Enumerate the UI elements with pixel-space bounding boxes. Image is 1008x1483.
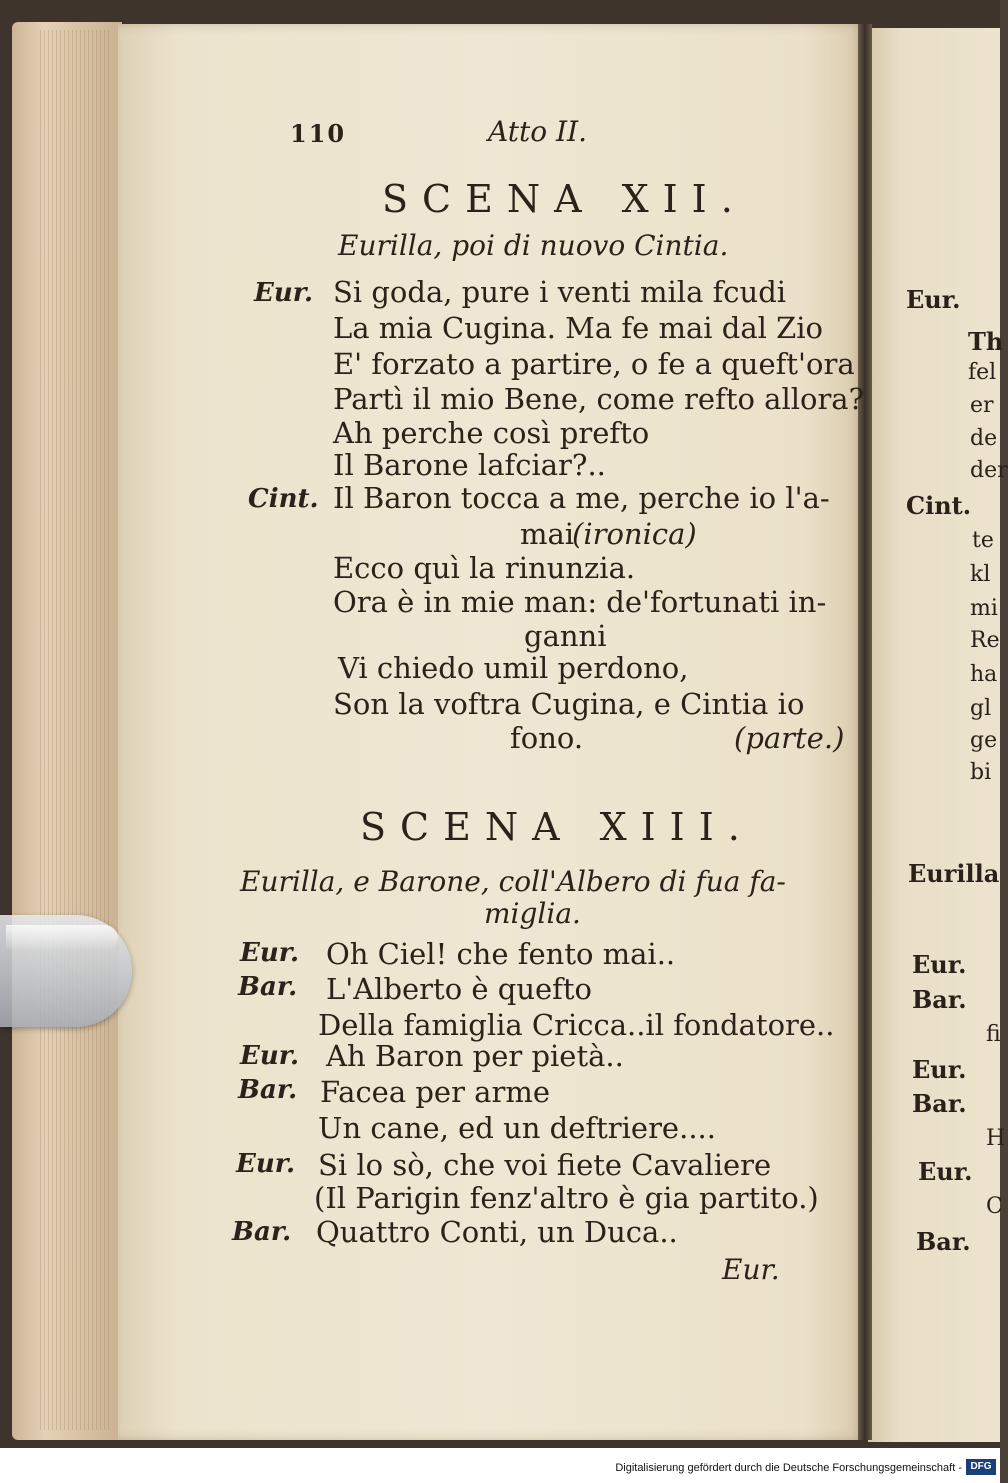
speaker-label: Eur. [240,1041,300,1071]
verse-line: Un cane, ed un deftriere.... [318,1111,716,1145]
facing-fragment: fel [968,360,997,385]
facing-fragment: H [986,1126,1006,1151]
facing-fragment: kl [970,562,991,587]
verse-line: L'Alberto è quefto [326,972,592,1006]
verse-line: E' forzato a partire, o fe a queft'ora [333,347,855,381]
facing-fragment: te [972,528,994,553]
page-edge-lines [40,30,110,1430]
verse-line: Ah Baron per pietà.. [326,1039,624,1073]
scene-12-title: SCENA XII. [382,177,747,221]
facing-fragment: der [970,458,1008,483]
speaker-label: Eur. [240,938,300,968]
verse-line: (Il Parigin fenz'altro è gia partito.) [314,1181,819,1215]
verse-line: fono. [510,721,584,755]
facing-fragment: gl [970,696,992,721]
scene-13-title: SCENA XIII. [360,805,754,849]
facing-fragment: fi [986,1022,1001,1047]
verse-line: Ecco quì la rinunzia. [333,551,636,585]
facing-fragment: mi [970,596,998,621]
verse-line: Facea per arme [320,1075,550,1109]
verse-line: ganni [524,619,607,653]
verse-line: Oh Ciel! che fento mai.. [326,937,676,971]
verse-line: Ora è in mie man: de'fortunati in- [333,585,827,619]
speaker-label: Bar. [238,972,298,1002]
footer-credit: Digitalisierung gefördert durch die Deutsche Forschungsgemeinschaft - [615,1462,962,1474]
scene-13-cast: miglia. [484,897,581,930]
verse-line: Quattro Conti, un Duca.. [316,1215,678,1249]
facing-fragment: Re [970,628,1000,653]
facing-fragment: ha [970,662,998,687]
scene-13-cast: Eurilla, e Barone, coll'Albero di fua fa- [240,865,786,898]
stage-direction: (parte.) [734,721,845,755]
speaker-label: Eur. [254,278,314,308]
verse-line: Partì il mio Bene, come refto allora? [333,382,865,416]
facing-fragment: Eur. [912,950,967,979]
book-gutter [858,24,872,1440]
speaker-label: Bar. [232,1217,292,1247]
dfg-logo: DFG [966,1459,996,1475]
verse-line: Il Baron tocca a me, perche io l'a- [333,481,830,515]
speaker-label: Bar. [238,1075,298,1105]
facing-fragment: C [986,1194,1003,1219]
scene-12-cast: Eurilla, poi di nuovo Cintia. [338,229,729,262]
catchword: Eur. [722,1253,780,1286]
facing-fragment: ge [970,728,998,753]
facing-fragment: er [970,393,994,418]
facing-fragment: Eurilla [908,859,1000,888]
verse-line: Ah perche così prefto [333,416,650,450]
facing-fragment: Bar. [912,985,967,1014]
page-number: 110 [290,119,347,148]
facing-fragment: Bar. [916,1227,971,1256]
facing-fragment: Eur. [912,1055,967,1084]
facing-fragment: de [970,426,998,451]
verse-line: Si lo sò, che voi fiete Cavaliere [318,1148,772,1182]
verse-line: La mia Cugina. Ma fe mai dal Zio [333,311,823,345]
running-head: Atto II. [488,115,588,148]
facing-fragment: Th [968,327,1004,356]
facing-fragment: Cint. [906,491,972,520]
glass-clip-highlight [6,925,118,951]
facing-fragment: Bar. [912,1089,967,1118]
facing-fragment: Eur. [918,1157,973,1186]
verse-line: Son la voftra Cugina, e Cintia io [333,687,805,721]
verse-line: Si goda, pure i venti mila fcudi [333,275,787,309]
verse-line: Il Barone lafciar?.. [333,448,606,482]
verse-line: mai [520,517,575,551]
speaker-label: Eur. [236,1149,296,1179]
stage-direction: (ironica) [572,517,697,551]
facing-fragment: bi [970,760,992,785]
verse-line: Della famiglia Cricca..il fondatore.. [318,1008,835,1042]
verse-line: Vi chiedo umil perdono, [338,651,689,685]
speaker-label: Cint. [248,484,319,514]
facing-fragment: Eur. [906,285,961,314]
